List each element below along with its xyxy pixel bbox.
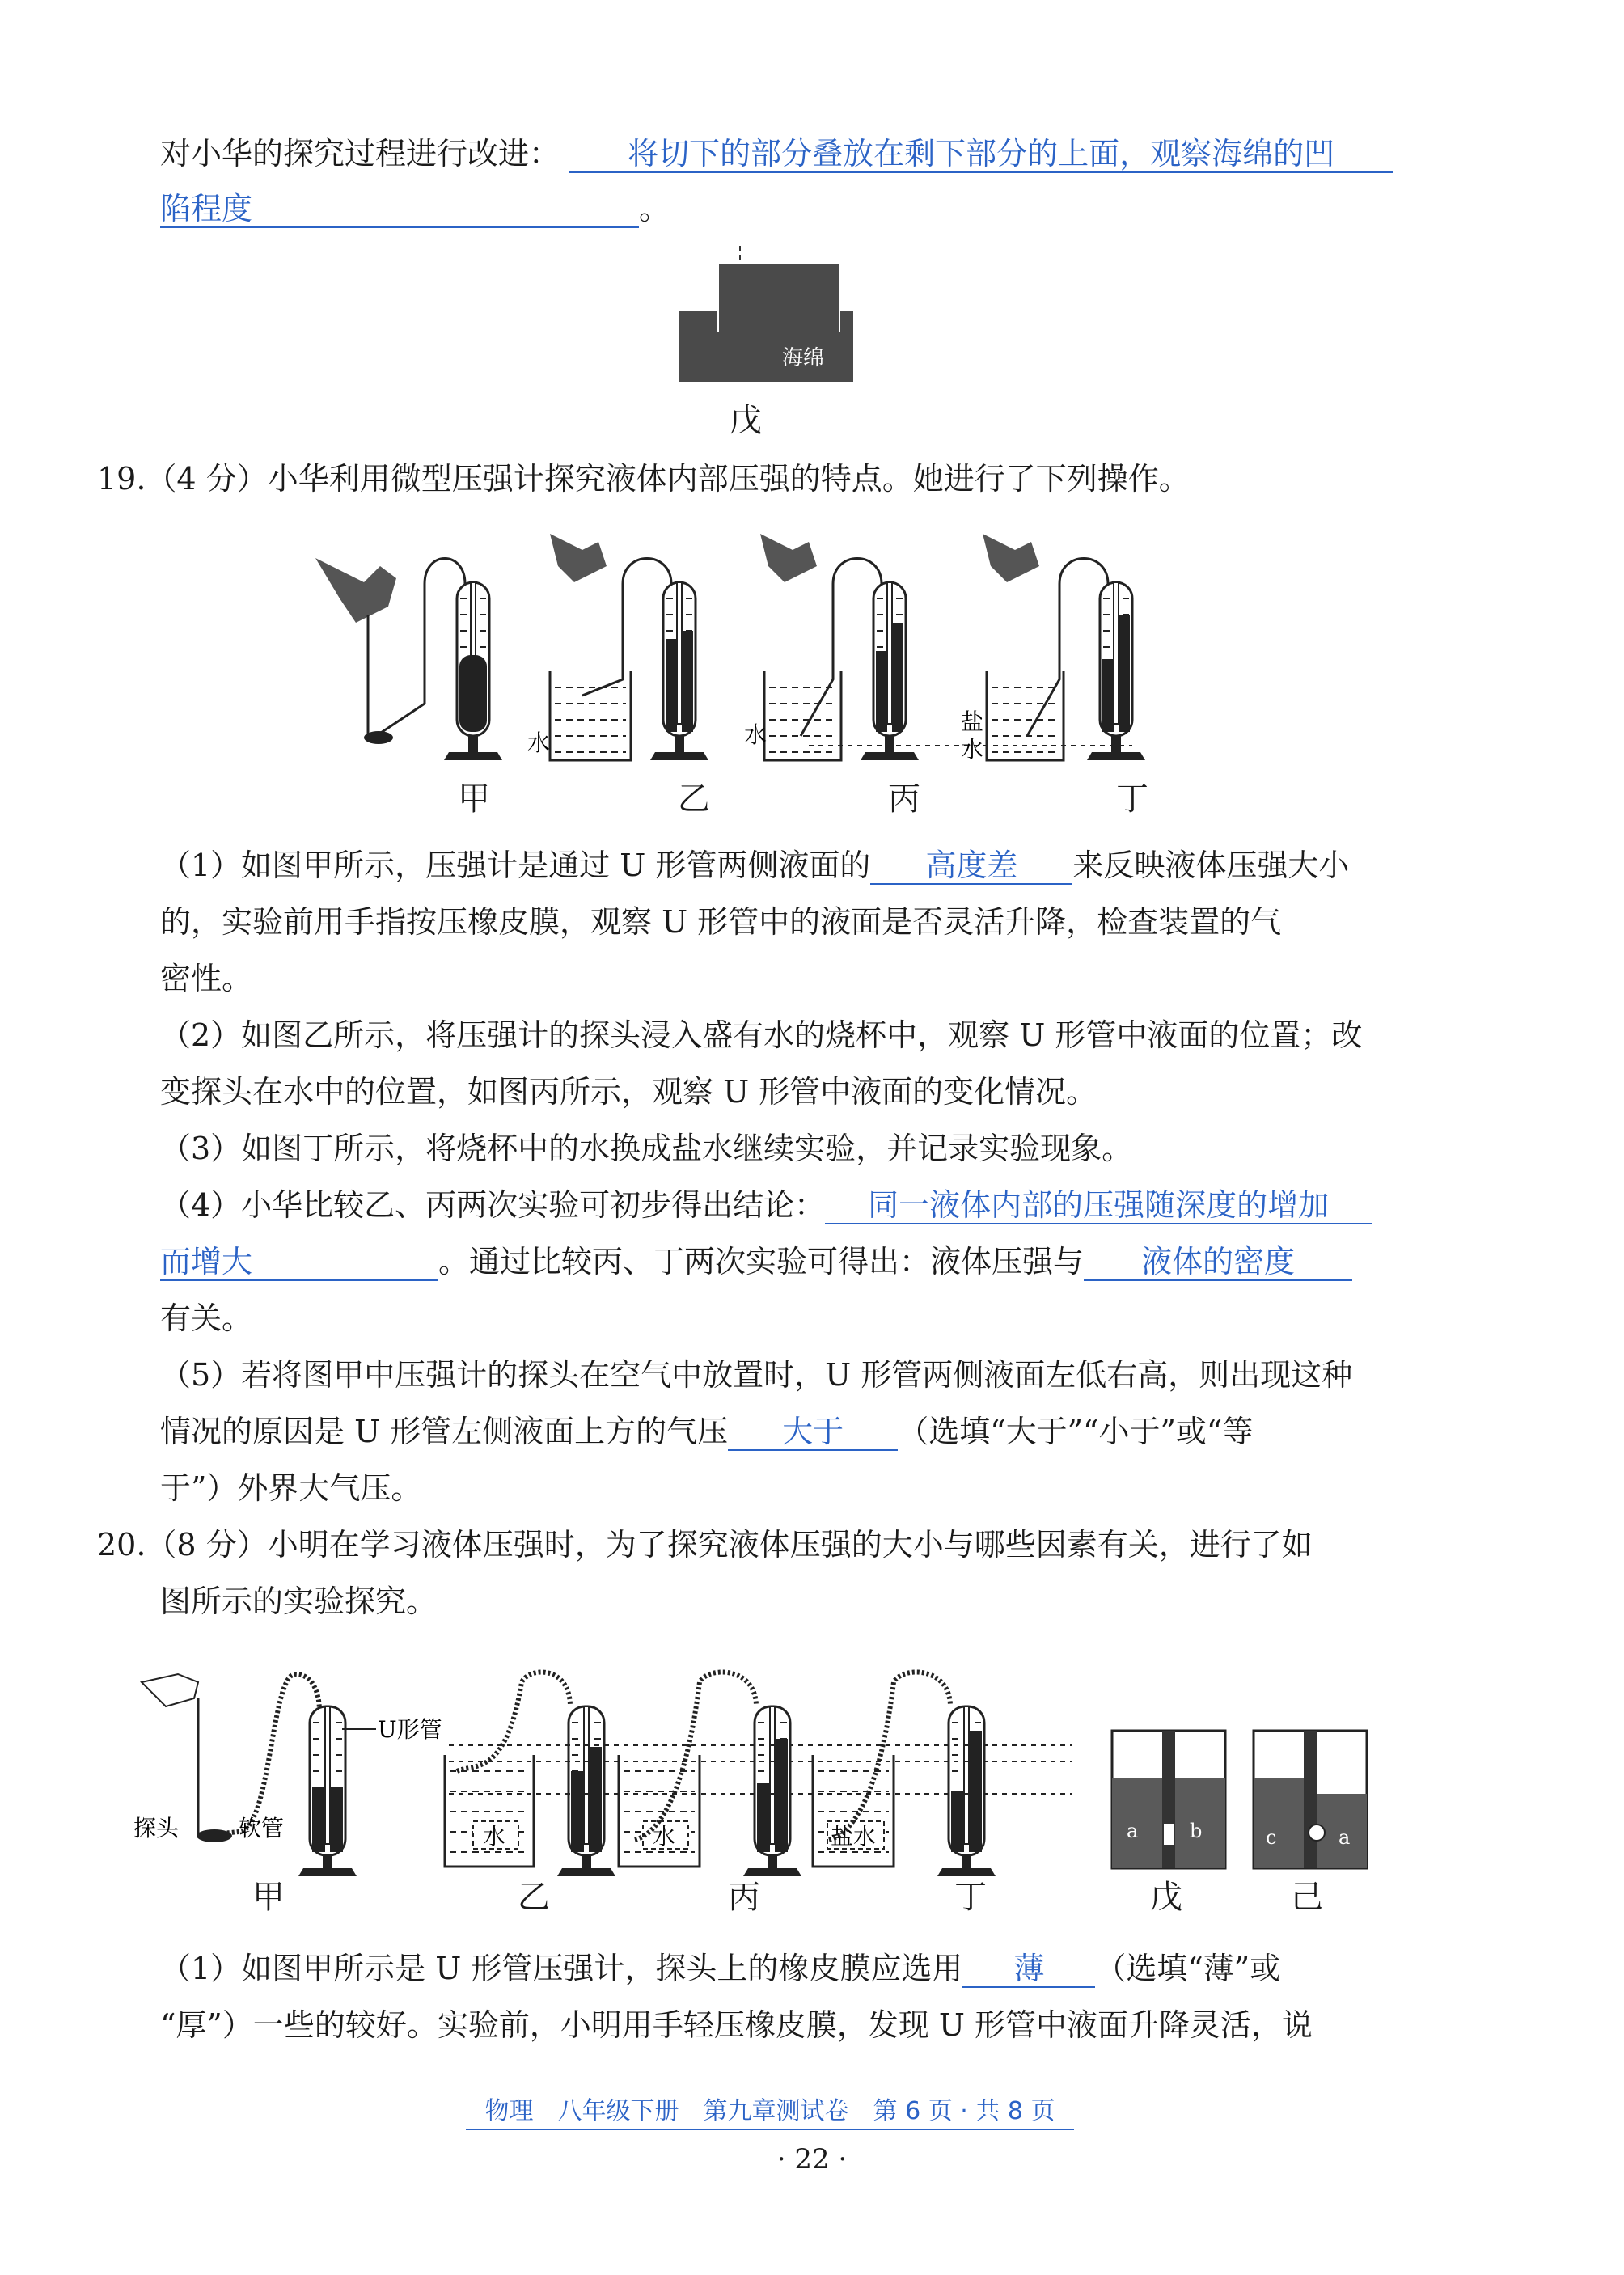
q19-p2-line2: 变探头在水中的位置，如图丙所示，观察 U 形管中液面的变化情况。: [160, 1074, 1097, 1110]
q19-salt-label-bottom: 水: [961, 736, 984, 763]
q20-caption-yi: 乙: [518, 1879, 550, 1916]
q19-utube-jia: [376, 559, 502, 761]
q19-figure: [307, 518, 1229, 776]
q19-p4-answer2: 液体的密度: [1084, 1244, 1352, 1281]
q19-p4-answer1-cont: 而增大: [160, 1244, 438, 1281]
q19-utube-yi: [582, 559, 708, 761]
block-shape: [719, 264, 839, 332]
fig-caption-wu-1: 戊: [730, 402, 762, 439]
q19-p4-line2: [160, 1242, 1352, 1281]
q19-hand-bing: [760, 534, 817, 582]
q19-caption-ding: 丁: [1116, 780, 1148, 818]
q20-caption-jia: 甲: [252, 1879, 285, 1916]
q19-beaker-yi: [550, 671, 631, 760]
q19-water-label-1: 水: [527, 729, 551, 756]
q19-caption-jia: 甲: [458, 780, 490, 818]
q19-salt-label-top: 盐: [961, 708, 984, 735]
q19-p5-b: （选填“大于”“小于”或“等: [898, 1414, 1254, 1449]
q20-label-b-wu: b: [1190, 1820, 1203, 1842]
q20-label-probe: 探头: [133, 1815, 180, 1842]
q20-caption-ji: 己: [1291, 1879, 1323, 1916]
q19-p1-line1: [160, 846, 1349, 885]
q20-caption-wu: 戊: [1150, 1879, 1182, 1916]
q20-utube-jia: [298, 1706, 357, 1876]
q19-hand-jia: [315, 558, 396, 744]
q20-label-u-tube: U形管: [378, 1716, 442, 1743]
sponge-label: 海绵: [782, 346, 825, 370]
q19-stem: 19.（4 分）小华利用微型压强计探究液体内部压强的特点。她进行了下列操作。: [97, 461, 1190, 497]
q20-p1-line1: [160, 1949, 1280, 1988]
q19-caption-yi: 乙: [678, 780, 710, 818]
q19-p4-answer1: 同一液体内部的压强随深度的增加: [825, 1187, 1372, 1224]
q20-label-hose: 软管: [239, 1815, 285, 1842]
q19-p1-line2: 的，实验前用手指按压橡皮膜，观察 U 形管中的液面是否灵活升降，检查装置的气: [160, 904, 1282, 940]
q19-p2-line1: （2）如图乙所示，将压强计的探头浸入盛有水的烧杯中，观察 U 形管中液面的位置；改: [160, 1017, 1363, 1053]
q19-p4-line3: 有关。: [160, 1300, 253, 1336]
q19-hand-yi: [550, 534, 607, 582]
q20-container-wu: [1112, 1731, 1225, 1868]
q20-hose-jia: [198, 1674, 319, 1836]
q20-stem-line1: 20.（8 分）小明在学习液体压强时，为了探究液体压强的大小与哪些因素有关，进行了如: [97, 1527, 1313, 1562]
q20-figure: [133, 1650, 1387, 1884]
q20-water-label-2: 水: [653, 1823, 676, 1850]
page-number: · 22 ·: [776, 2143, 848, 2176]
sponge-figure: [675, 243, 861, 388]
q19-p5-line3: 于”）外界大气压。: [160, 1470, 422, 1506]
q18-end: 。: [639, 191, 670, 226]
q20-stem-line2: 图所示的实验探究。: [160, 1584, 438, 1619]
page-footer: 物理 八年级下册 第九章测试卷 第 6 页 · 共 8 页: [466, 2095, 1074, 2130]
q19-p1-answer: 高度差: [870, 848, 1072, 885]
q19-p4-line1: [160, 1186, 1372, 1224]
q19-p5-line1: （5）若将图甲中压强计的探头在空气中放置时，U 形管两侧液面左低右高，则出现这种: [160, 1357, 1353, 1393]
q19-p5-line2: [160, 1412, 1253, 1451]
q19-p4-b: 。通过比较丙、丁两次实验可得出：液体压强与: [438, 1244, 1085, 1279]
q20-utube-ding: [937, 1706, 996, 1876]
q20-label-a-wu: a: [1127, 1820, 1139, 1842]
q18-improve-line2: [160, 189, 670, 228]
q20-salt-water-label: 盐水: [831, 1823, 877, 1850]
q18-answer-cont: 陷程度: [160, 191, 639, 228]
q19-p4-a: （4）小华比较乙、丙两次实验可初步得出结论：: [160, 1187, 826, 1223]
q19-hand-ding: [983, 534, 1039, 582]
q20-beaker-bing: [619, 1755, 700, 1867]
q19-utube-ding: [1027, 559, 1145, 761]
q19-water-label-2: 水: [744, 721, 768, 748]
q19-p3: （3）如图丁所示，将烧杯中的水换成盐水继续实验，并记录实验现象。: [160, 1131, 1133, 1166]
q20-hand-jia: [142, 1674, 198, 1836]
q20-caption-bing: 丙: [728, 1879, 760, 1916]
q19-p1-a: （1）如图甲所示，压强计是通过 U 形管两侧液面的: [160, 848, 871, 883]
q20-p1-a: （1）如图甲所示是 U 形管压强计，探头上的橡皮膜应选用: [160, 1951, 963, 1986]
q18-prefix: 对小华的探究过程进行改进：: [160, 136, 560, 171]
q20-beaker-ding: [813, 1755, 894, 1867]
q20-utube-bing: [743, 1706, 801, 1876]
q20-water-label-1: 水: [483, 1823, 506, 1850]
q19-p1-b: 来反映液体压强大小: [1072, 848, 1350, 883]
q18-answer: 将切下的部分叠放在剩下部分的上面，观察海绵的凹: [569, 136, 1393, 173]
q20-p1-b: （选填“薄”或: [1095, 1951, 1281, 1986]
q19-beaker-ding: [987, 671, 1064, 760]
q20-utube-yi: [557, 1706, 615, 1876]
q20-p1-answer: 薄: [962, 1951, 1095, 1988]
q20-label-c-ji: c: [1266, 1826, 1277, 1849]
q19-p5-answer: 大于: [728, 1414, 898, 1451]
q19-utube-bing: [801, 559, 919, 761]
q20-caption-ding: 丁: [954, 1879, 987, 1916]
q20-p1-line2: “厚”）一些的较好。实验前，小明用手轻压橡皮膜，发现 U 形管中液面升降灵活，说: [160, 2007, 1313, 2043]
q18-improve-line: [160, 134, 1393, 173]
q20-label-a-ji: a: [1339, 1826, 1351, 1849]
q19-p5-a: 情况的原因是 U 形管左侧液面上方的气压: [160, 1414, 729, 1449]
q19-caption-bing: 丙: [888, 780, 920, 818]
q19-p1-line3: 密性。: [160, 961, 253, 996]
